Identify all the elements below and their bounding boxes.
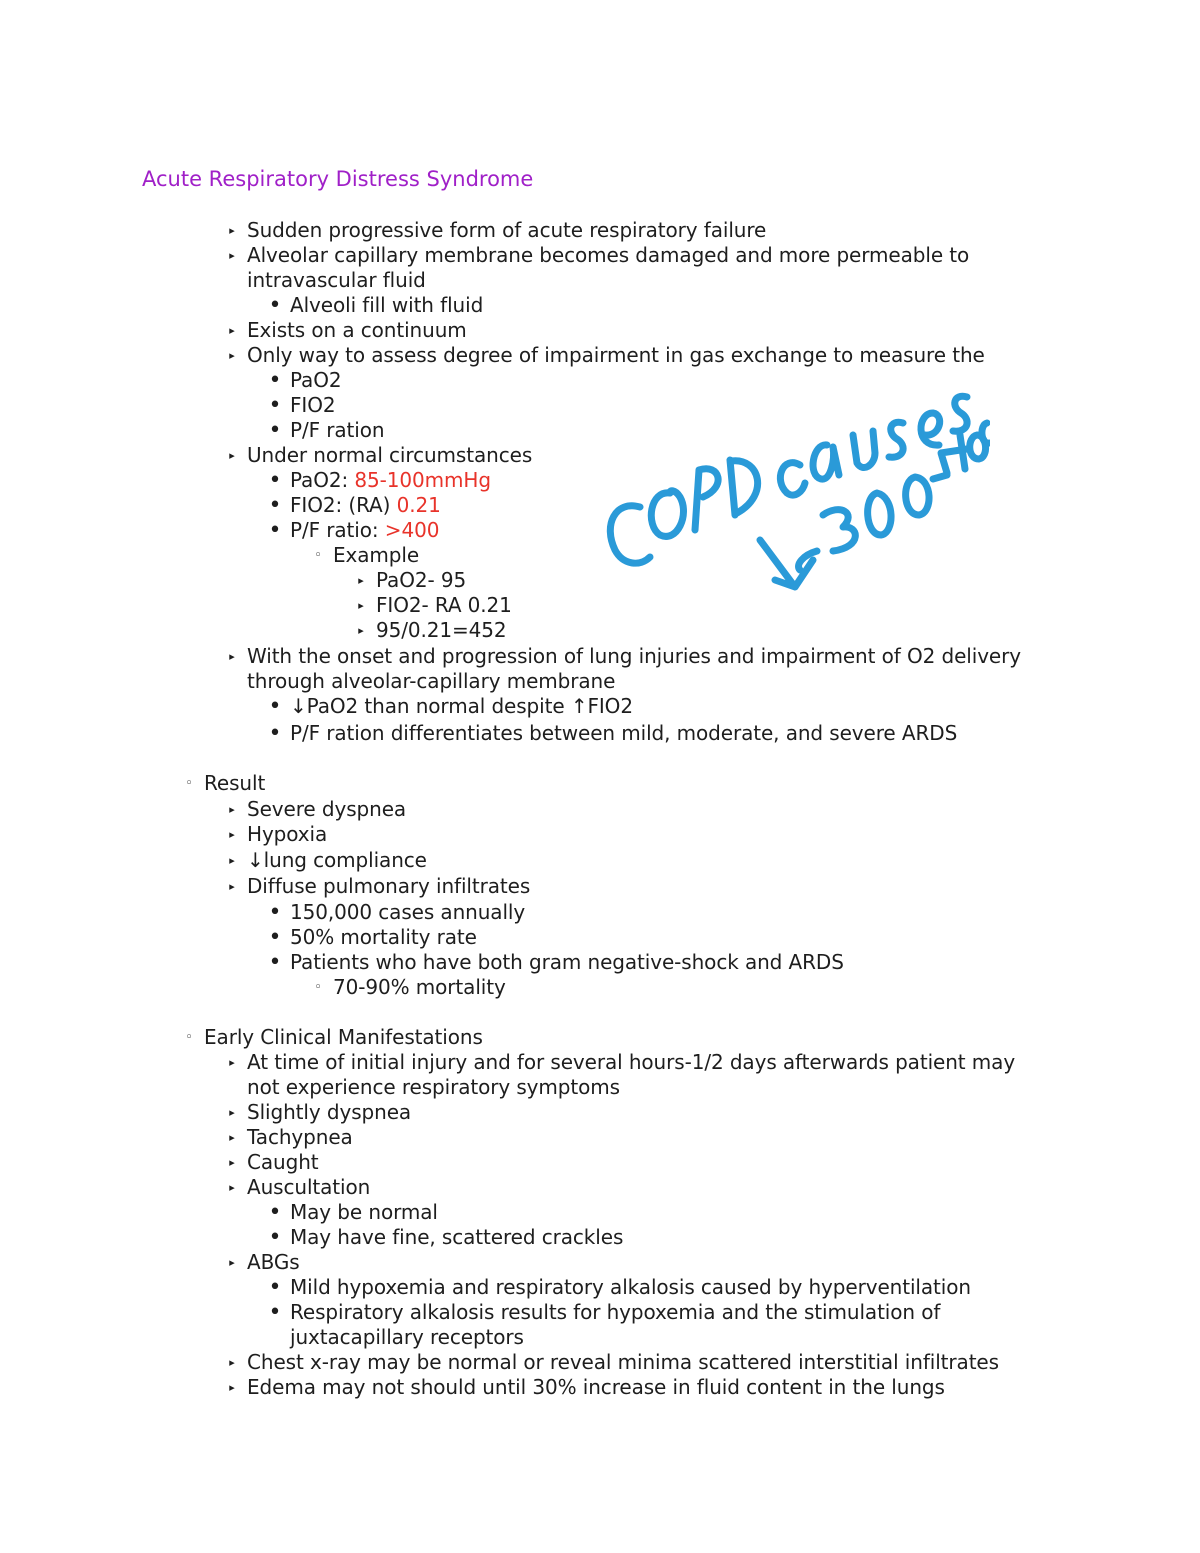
bullet-icon: ▸: [229, 803, 235, 816]
note-line: PaO2- 95: [376, 568, 467, 592]
bullet-icon: •: [268, 925, 282, 950]
bullet-icon: ◦: [185, 776, 193, 791]
normal-value: 85-100mmHg: [354, 468, 491, 492]
note-line: 50% mortality rate: [290, 925, 477, 949]
bullet-icon: •: [268, 518, 282, 543]
note-line: 95/0.21=452: [376, 618, 507, 642]
note-line: Diffuse pulmonary infiltrates: [247, 874, 531, 898]
bullet-icon: ▸: [229, 1131, 235, 1144]
note-line: PaO2: 85-100mmHg: [290, 468, 491, 492]
bullet-icon: ▸: [229, 224, 235, 237]
note-line: May be normal: [290, 1200, 438, 1224]
bullet-icon: ▸: [229, 1156, 235, 1169]
note-line: ABGs: [247, 1250, 300, 1274]
note-line: Caught: [247, 1150, 319, 1174]
note-line: FIO2: (RA) 0.21: [290, 493, 441, 517]
bullet-icon: ▸: [229, 880, 235, 893]
bullet-icon: ▸: [229, 324, 235, 337]
note-line: Alveoli fill with fluid: [290, 293, 484, 317]
handwritten-annotation: [595, 375, 990, 605]
bullet-icon: •: [268, 368, 282, 393]
bullet-icon: •: [268, 418, 282, 443]
note-line: Severe dyspnea: [247, 797, 407, 821]
note-line: Respiratory alkalosis results for hypoxemia and the stimulation of: [290, 1300, 941, 1324]
note-line: P/F ratio: >400: [290, 518, 440, 542]
bullet-icon: ▸: [358, 599, 364, 612]
note-line: P/F ration differentiates between mild, moderate, and severe ARDS: [290, 721, 958, 745]
note-line: Exists on a continuum: [247, 318, 467, 342]
bullet-icon: ▸: [229, 1181, 235, 1194]
bullet-icon: ◦: [314, 548, 322, 563]
bullet-icon: •: [268, 950, 282, 975]
bullet-icon: •: [268, 493, 282, 518]
note-line: Chest x-ray may be normal or reveal minima scattered interstitial infiltrates: [247, 1350, 999, 1374]
bullet-icon: •: [268, 900, 282, 925]
bullet-icon: ▸: [229, 1056, 235, 1069]
note-line: Edema may not should until 30% increase in fluid content in the lungs: [247, 1375, 945, 1399]
bullet-icon: •: [268, 694, 282, 719]
bullet-icon: ▸: [229, 1256, 235, 1269]
note-line: Auscultation: [247, 1175, 371, 1199]
bullet-icon: ▸: [229, 1381, 235, 1394]
note-line: Sudden progressive form of acute respiratory failure: [247, 218, 767, 242]
note-line: Early Clinical Manifestations: [204, 1025, 483, 1049]
bullet-icon: ▸: [229, 249, 235, 262]
note-line: FIO2: [290, 393, 336, 417]
bullet-icon: •: [268, 293, 282, 318]
note-line: not experience respiratory symptoms: [247, 1075, 620, 1099]
note-line: At time of initial injury and for several hours-1/2 days afterwards patient may: [247, 1050, 1016, 1074]
bullet-icon: ▸: [229, 1106, 235, 1119]
bullet-icon: ◦: [314, 980, 322, 995]
bullet-icon: ▸: [229, 1356, 235, 1369]
note-line: Result: [204, 771, 266, 795]
bullet-icon: •: [268, 1200, 282, 1225]
note-line: Alveolar capillary membrane becomes damaged and more permeable to: [247, 243, 970, 267]
bullet-icon: ▸: [229, 828, 235, 841]
note-line: Example: [333, 543, 420, 567]
bullet-icon: ▸: [229, 854, 235, 867]
note-line: Slightly dyspnea: [247, 1100, 412, 1124]
note-line: PaO2: [290, 368, 342, 392]
bullet-icon: •: [268, 721, 282, 746]
note-line: 150,000 cases annually: [290, 900, 526, 924]
bullet-icon: ▸: [229, 449, 235, 462]
bullet-icon: ◦: [185, 1030, 193, 1045]
page-title: Acute Respiratory Distress Syndrome: [142, 167, 534, 191]
note-line: intravascular fluid: [247, 268, 426, 292]
note-line: ↓PaO2 than normal despite ↑FIO2: [290, 694, 633, 718]
bullet-icon: •: [268, 1300, 282, 1325]
bullet-icon: •: [268, 1225, 282, 1250]
note-line: FIO2- RA 0.21: [376, 593, 512, 617]
bullet-icon: ▸: [229, 650, 235, 663]
note-line: May have fine, scattered crackles: [290, 1225, 624, 1249]
note-line: Hypoxia: [247, 822, 328, 846]
normal-value: 0.21: [396, 493, 441, 517]
note-line: With the onset and progression of lung injuries and impairment of O2 delivery: [247, 644, 1021, 668]
bullet-icon: •: [268, 393, 282, 418]
bullet-icon: ▸: [229, 349, 235, 362]
note-line: Only way to assess degree of impairment in gas exchange to measure the: [247, 343, 985, 367]
bullet-icon: •: [268, 1275, 282, 1300]
note-line: juxtacapillary receptors: [290, 1325, 524, 1349]
bullet-icon: •: [268, 468, 282, 493]
normal-value: >400: [384, 518, 440, 542]
note-line: through alveolar-capillary membrane: [247, 669, 616, 693]
note-line: 70-90% mortality: [333, 975, 506, 999]
note-line: Under normal circumstances: [247, 443, 533, 467]
bullet-icon: ▸: [358, 574, 364, 587]
note-line: P/F ration: [290, 418, 385, 442]
note-line: Mild hypoxemia and respiratory alkalosis caused by hyperventilation: [290, 1275, 971, 1299]
note-line: ↓lung compliance: [247, 848, 427, 872]
note-line: Patients who have both gram negative-shock and ARDS: [290, 950, 844, 974]
bullet-icon: ▸: [358, 624, 364, 637]
note-line: Tachypnea: [247, 1125, 353, 1149]
